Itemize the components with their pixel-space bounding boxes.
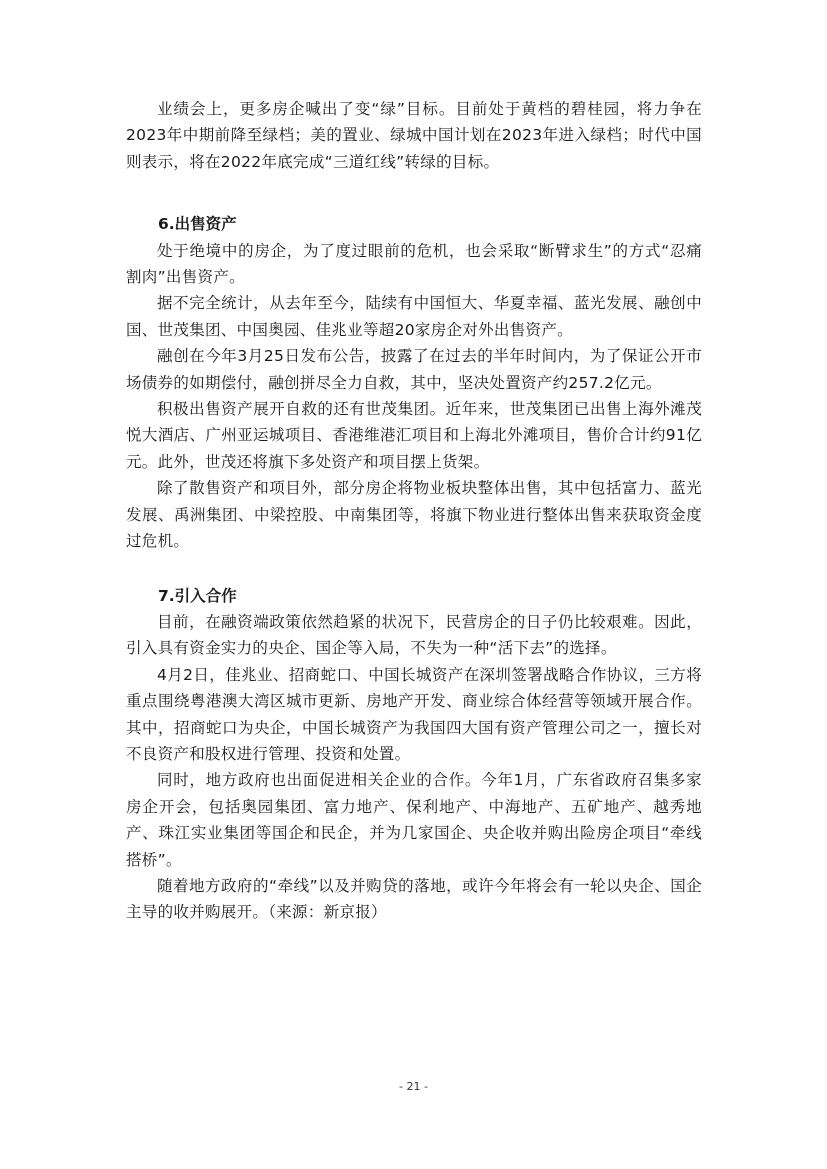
section-6-heading: 6.出售资产 xyxy=(158,215,237,234)
section-6-paragraph: 积极出售资产展开自救的还有世茂集团。近年来，世茂集团已出售上海外滩茂悦大酒店、广州亚运城项目、香港维港汇项目和上海北外滩项目，售价合计约91亿元。此外，世茂还将旗下多处资产和项目摆上货架。 xyxy=(126,400,702,471)
section-7-paragraph: 随着地方政府的“牵线”以及并购贷的落地，或许今年将会有一轮以央企、国企主导的收并购展开。（来源：新京报） xyxy=(126,876,702,922)
section-7-paragraph: 4月2日，佳兆业、招商蛇口、中国长城资产在深圳签署战略合作协议，三方将重点围绕粤港澳大湾区城市更新、房地产开发、商业综合体经营等领域开展合作。其中，招商蛇口为央企，中国长城资产为我国四大国有资产管理公司之一，擅长对不良资产和股权进行管理、投资和处置。 xyxy=(126,665,702,763)
section-7-heading: 7.引入合作 xyxy=(158,586,237,605)
document-body xyxy=(126,96,702,926)
section-7-paragraph: 同时，地方政府也出面促进相关企业的合作。今年1月，广东省政府召集多家房企开会，包括奥园集团、富力地产、保利地产、中海地产、五矿地产、越秀地产、珠江实业集团等国企和民企，并为几家国企、央企收并购出险房企项目“牵线搭桥”。 xyxy=(126,771,702,869)
section-6-paragraph: 据不完全统计，从去年至今，陆续有中国恒大、华夏幸福、蓝光发展、融创中国、世茂集团、中国奥园、佳兆业等超20家房企对外出售资产。 xyxy=(126,294,702,339)
section-6-paragraph: 融创在今年3月25日发布公告，披露了在过去的半年时间内，为了保证公开市场债券的如期偿付，融创拼尽全力自救，其中，坚决处置资产约257.2亿元。 xyxy=(126,347,702,392)
page-number: - 21 - xyxy=(399,1080,428,1093)
section-7-paragraph: 目前，在融资端政策依然趋紧的状况下，民营房企的日子仍比较艰难。因此，引入具有资金实力的央企、国企等入局，不失为一种“活下去”的选择。 xyxy=(126,612,702,658)
intro-paragraph: 业绩会上，更多房企喊出了变“绿”目标。目前处于黄档的碧桂园，将力争在2023年中期前降至绿档；美的置业、绿城中国计划在2023年进入绿档；时代中国则表示，将在2022年底完成“三道红线”转绿的目标。 xyxy=(126,100,702,171)
section-6-paragraph: 处于绝境中的房企，为了度过眼前的危机，也会采取“断臂求生”的方式“忍痛割肉”出售资产。 xyxy=(126,241,702,287)
section-6-paragraph: 除了散售资产和项目外，部分房企将物业板块整体出售，其中包括富力、蓝光发展、禹洲集团、中梁控股、中南集团等，将旗下物业进行整体出售来获取资金度过危机。 xyxy=(126,479,702,551)
